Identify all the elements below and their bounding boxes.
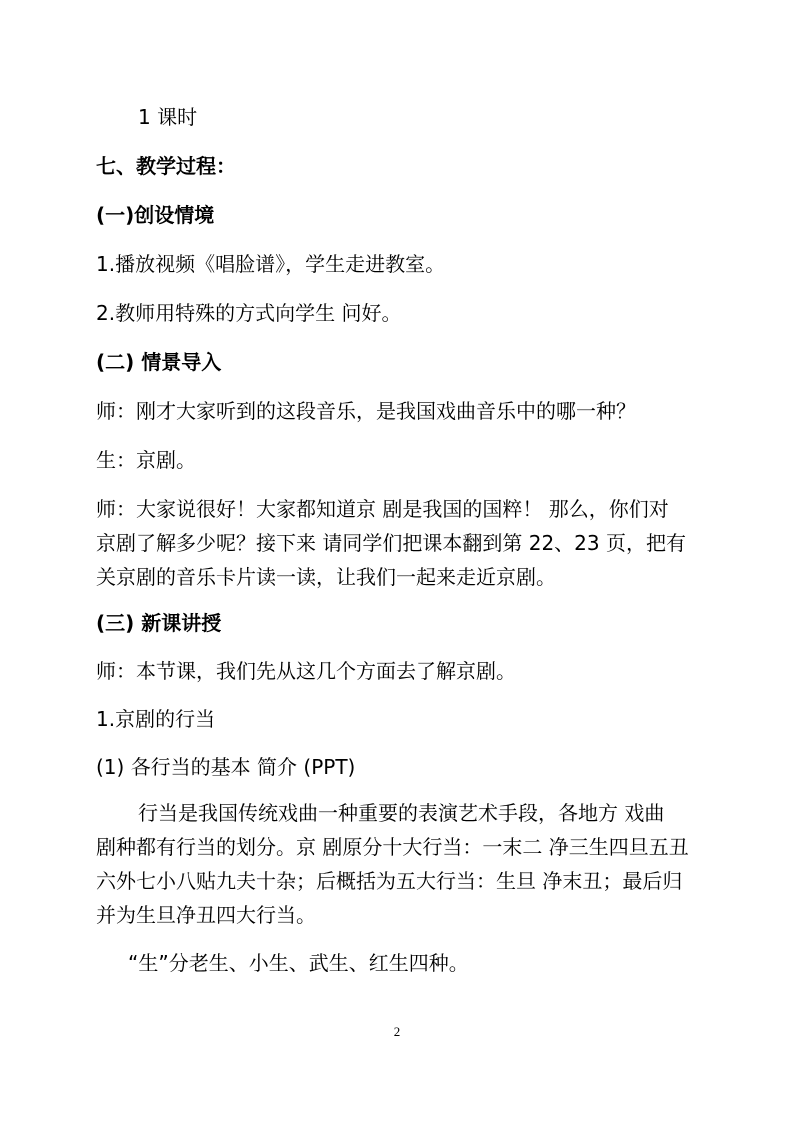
section-heading-teaching-process: 七、教学过程：	[96, 154, 236, 178]
paragraph-roles-line-3: 六外七小八贴九夫十杂；后概括为五大行当：生旦 净末丑；最后归	[96, 869, 683, 893]
paragraph-play-video: 1.播放视频《唱脸谱》，学生走进教室。	[96, 252, 446, 276]
item-subheading-role-introduction: (1) 各行当的基本 简介 (PPT)	[96, 755, 356, 779]
subsection-heading-scene-intro: (二) 情景导入	[96, 350, 222, 374]
dialogue-teacher-line-2: 京剧了解多少呢？接下来 请同学们把课本翻到第 22、23 页，把有	[96, 531, 686, 555]
dialogue-teacher-intro: 师：本节课，我们先从这几个方面去了解京剧。	[96, 659, 516, 683]
subsection-heading-create-scenario: (一)创设情境	[96, 203, 215, 227]
paragraph-teacher-greeting: 2.教师用特殊的方式向学生 问好。	[96, 301, 402, 325]
paragraph-roles-line-4: 并为生旦净丑四大行当。	[96, 903, 316, 927]
dialogue-teacher-line-3: 关京剧的音乐卡片读一读，让我们一起来走近京剧。	[96, 565, 556, 589]
page-number: 2	[393, 1024, 401, 1039]
item-heading-peking-opera-roles: 1.京剧的行当	[96, 707, 216, 731]
class-hours-line: 1 课时	[138, 105, 198, 129]
dialogue-student-answer: 生：京剧。	[96, 448, 196, 472]
paragraph-roles-line-1: 行当是我国传统戏曲一种重要的表演艺术手段，各地方 戏曲	[138, 801, 665, 825]
dialogue-teacher-question: 师：刚才大家听到的这段音乐，是我国戏曲音乐中的哪一种？	[96, 399, 636, 423]
subsection-heading-new-lesson: (三) 新课讲授	[96, 611, 222, 635]
dialogue-teacher-line-1: 师：大家说很好！大家都知道京 剧是我国的国粹！ 那么，你们对	[96, 497, 669, 521]
paragraph-sheng-roles: “生”分老生、小生、武生、红生四种。	[128, 951, 469, 975]
paragraph-roles-line-2: 剧种都有行当的划分。京 剧原分十大行当：一末二 净三生四旦五丑	[96, 835, 689, 859]
